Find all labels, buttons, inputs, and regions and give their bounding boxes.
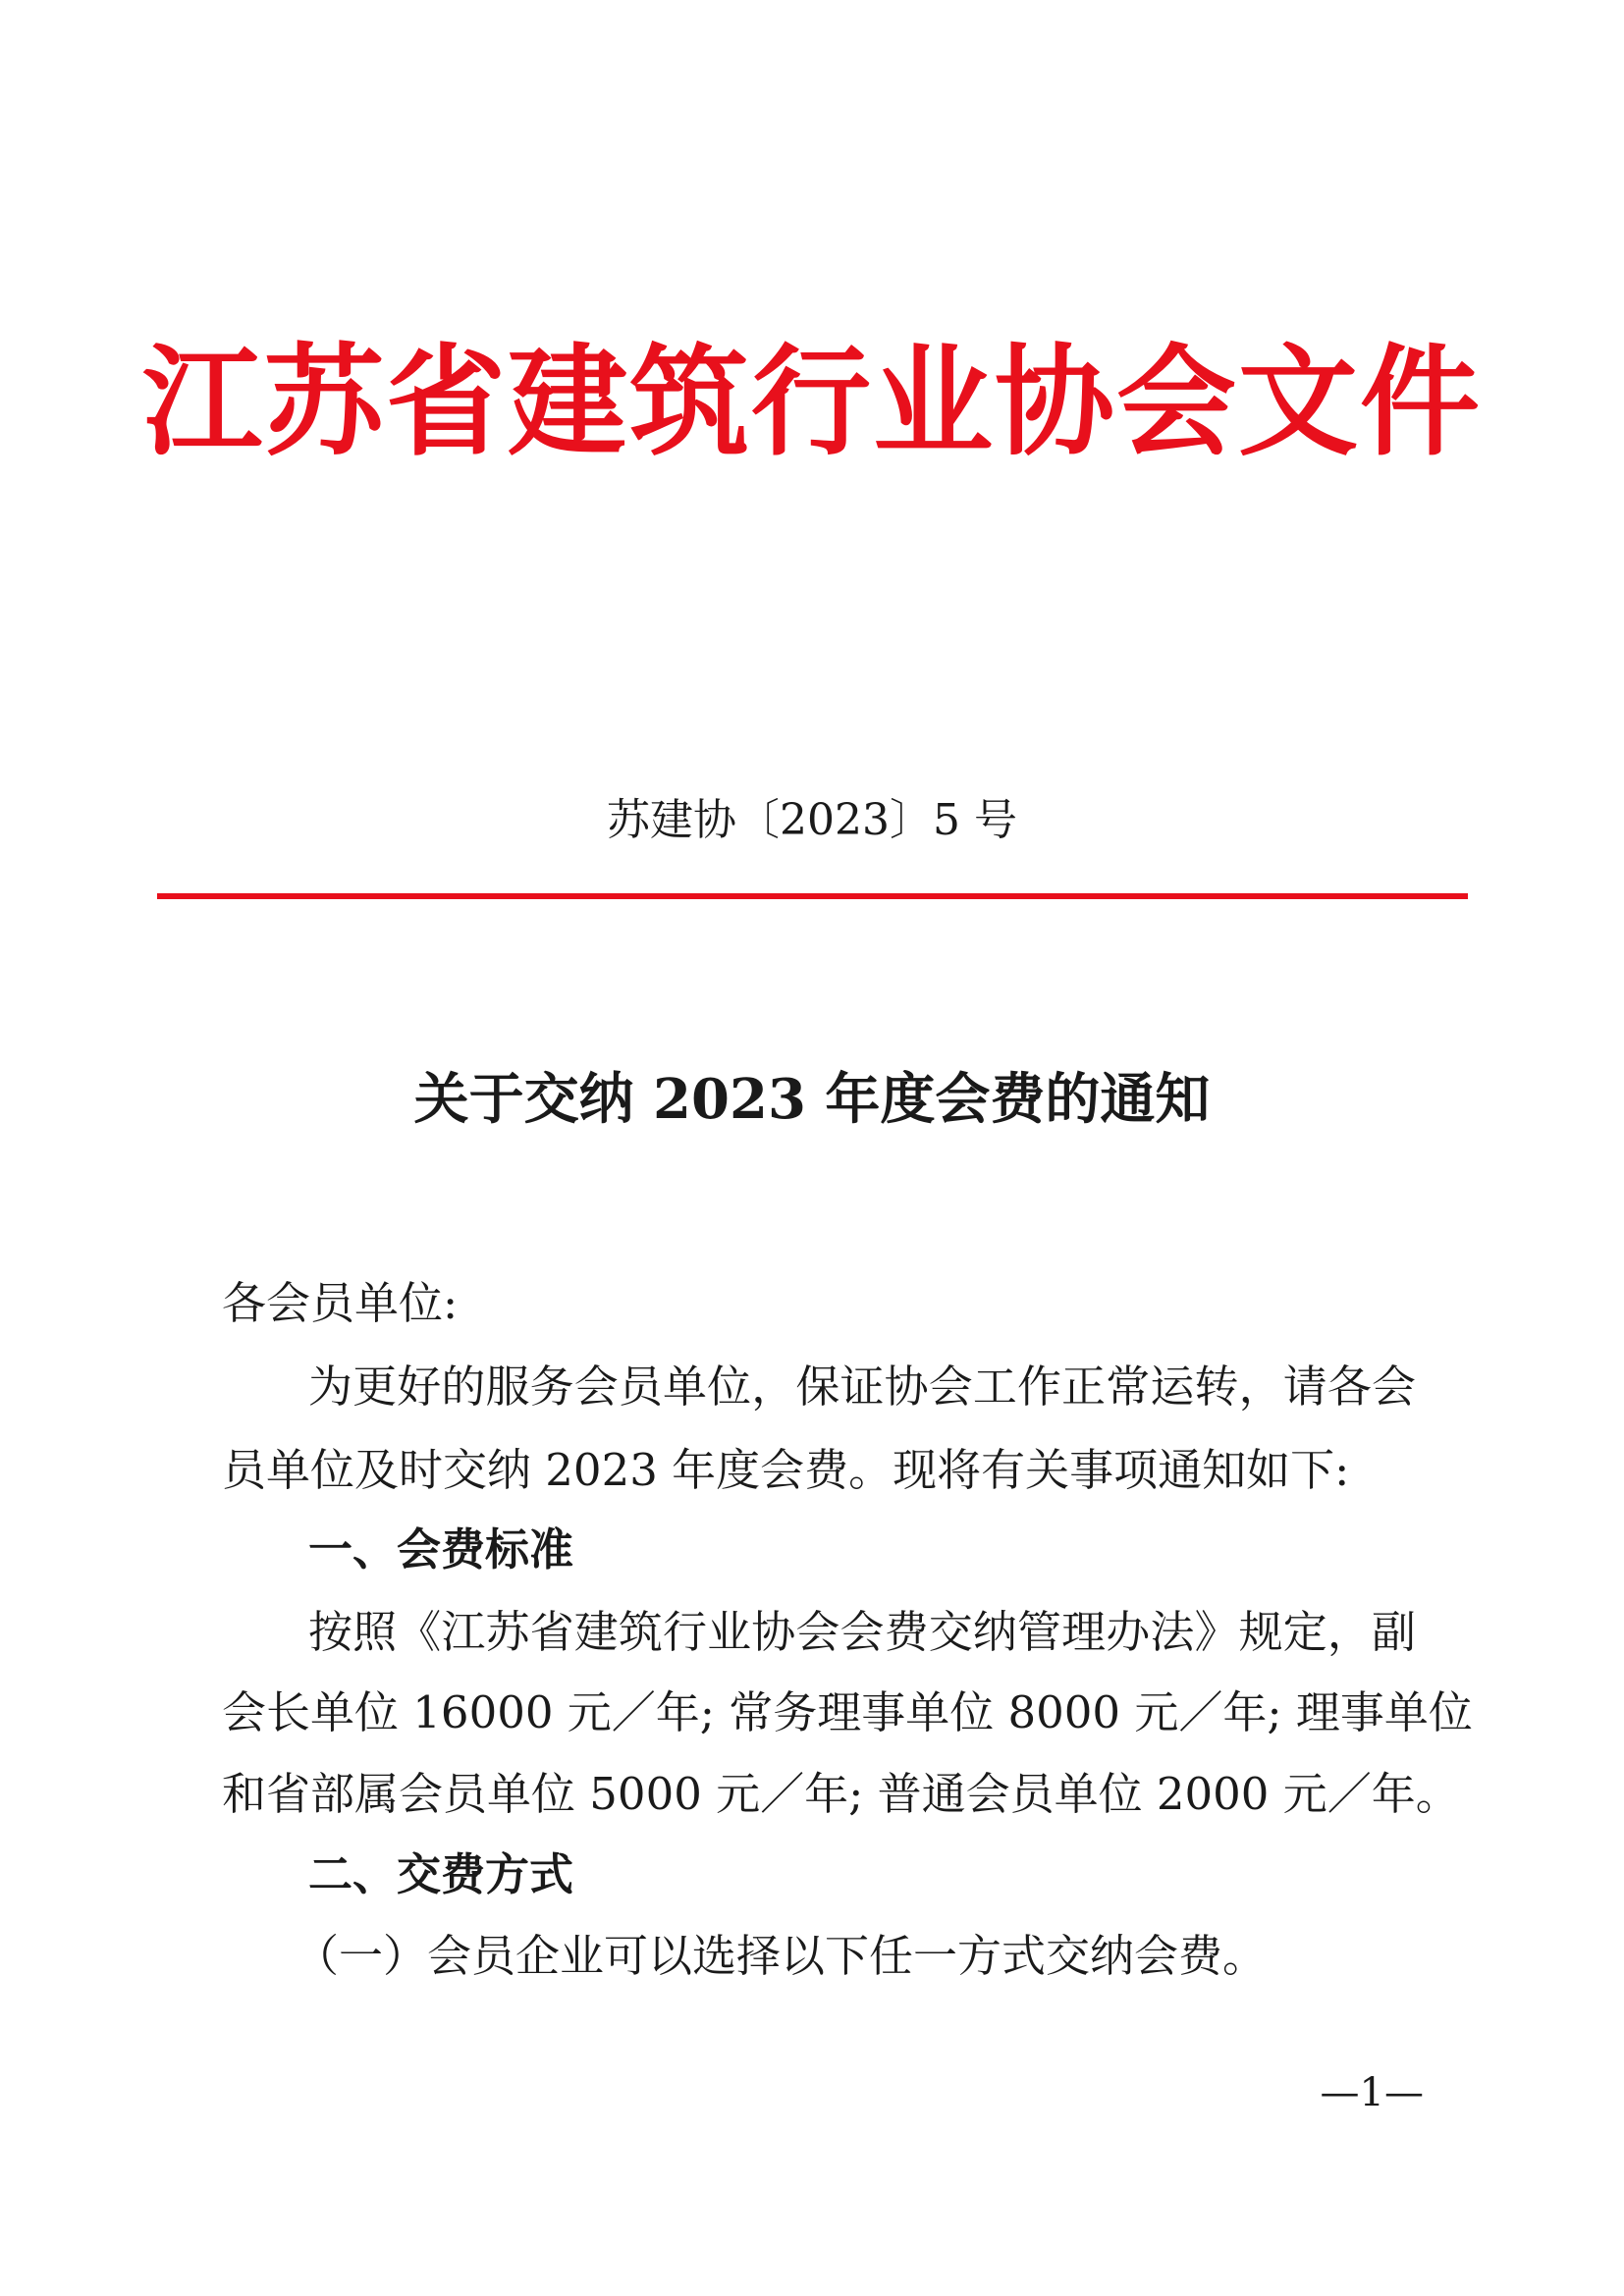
fee-standard-line-3: 和省部属会员单位 5000 元／年; 普通会员单位 2000 元／年。 bbox=[222, 1768, 1460, 1820]
section-heading-payment-method: 二、交费方式 bbox=[308, 1848, 574, 1900]
intro-line-2: 员单位及时交纳 2023 年度会费。现将有关事项通知如下: bbox=[222, 1444, 1350, 1496]
salutation: 各会员单位: bbox=[222, 1277, 459, 1329]
fee-standard-line-1: 按照《江苏省建筑行业协会会费交纳管理办法》规定，副 bbox=[308, 1606, 1416, 1658]
section-heading-fee-standard: 一、会费标准 bbox=[308, 1523, 574, 1575]
intro-line-1: 为更好的服务会员单位，保证协会工作正常运转，请各会 bbox=[308, 1361, 1416, 1413]
fee-standard-line-2: 会长单位 16000 元／年; 常务理事单位 8000 元／年; 理事单位 bbox=[222, 1686, 1473, 1738]
page-number: —1— bbox=[1320, 2070, 1424, 2115]
document-header-title: 江苏省建筑行业协会文件 bbox=[142, 333, 1482, 472]
document-number: 苏建协〔2023〕5 号 bbox=[607, 795, 1017, 845]
payment-method-item-1: （一）会员企业可以选择以下任一方式交纳会费。 bbox=[295, 1930, 1268, 1982]
notice-title: 关于交纳 2023 年度会费的通知 bbox=[413, 1067, 1211, 1132]
header-divider-line bbox=[157, 893, 1468, 899]
